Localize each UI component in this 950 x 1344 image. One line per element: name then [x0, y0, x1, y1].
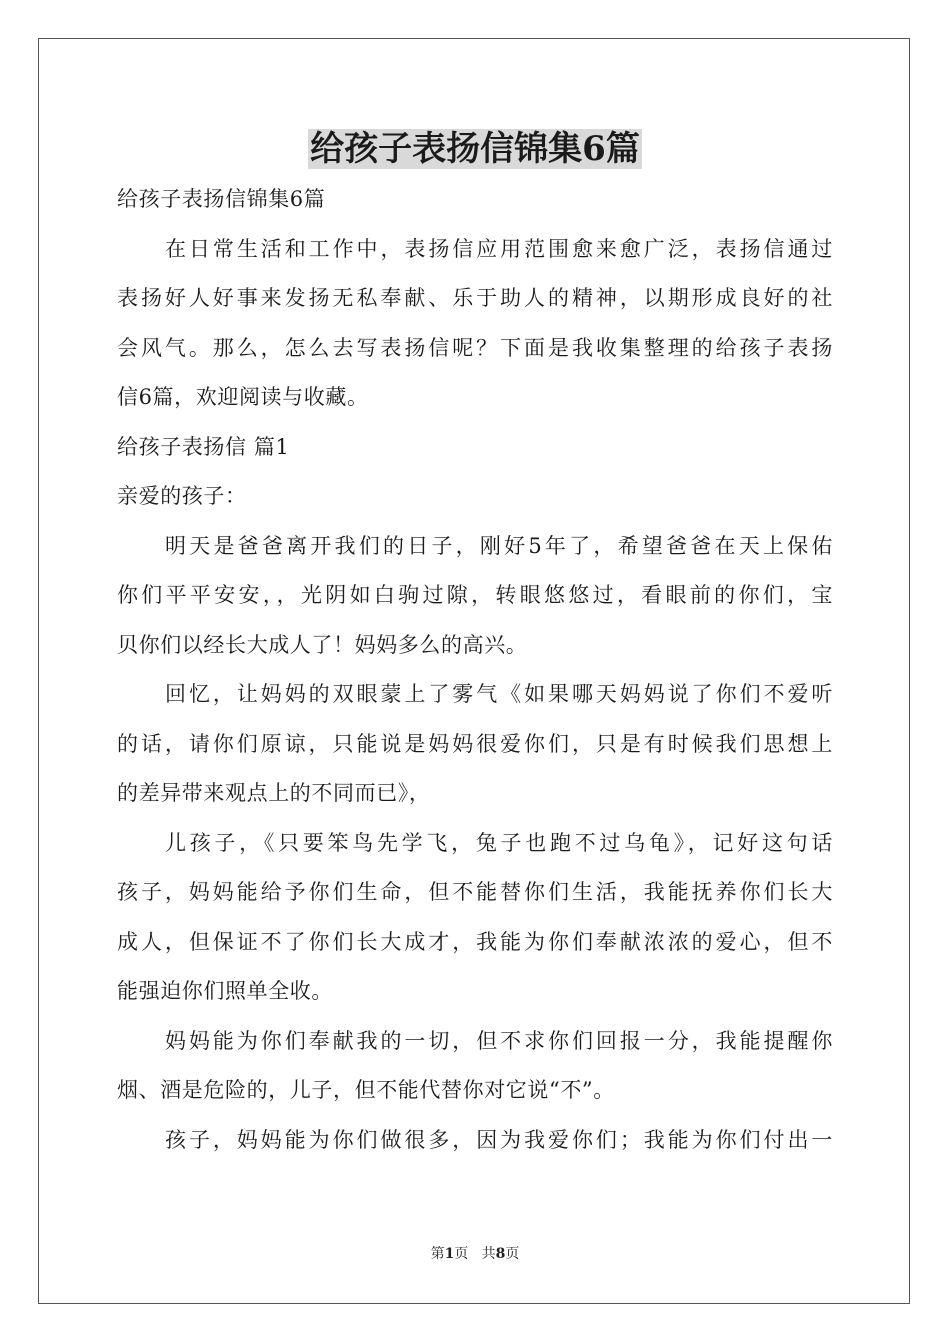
page-total-suffix: 页: [505, 1246, 520, 1262]
text-line: 孩子，妈妈能为你们做很多，因为我爱你们；我能为你们付出一: [165, 1127, 833, 1152]
page-total-prefix: 共: [481, 1246, 496, 1262]
document-title: [0, 126, 950, 172]
page-total-count: 8: [495, 1246, 506, 1262]
text-line: 烟、酒是危险的，儿子，但不能代替你对它说“不”。: [117, 1078, 615, 1102]
document-body: [117, 175, 833, 1165]
text-line: 表扬好人好事来发扬无私奉献、乐于助人的精神，以期形成良好的社: [117, 286, 833, 310]
text-line: 的差异带来观点上的不同而已》，: [117, 781, 431, 805]
text-line: 亲爱的孩子：: [117, 484, 247, 508]
text-line: 你们平平安安，，光阴如白驹过隙，转眼悠悠过，看眼前的你们，宝: [117, 583, 833, 607]
text-line: 的话，请你们原谅，只能说是妈妈很爱你们，只是有时候我们思想上: [117, 731, 833, 756]
text-line: 在日常生活和工作中，表扬信应用范围愈来愈广泛，表扬信通过: [165, 236, 833, 261]
page-number-suffix: 页: [454, 1246, 469, 1262]
text-line: 给孩子表扬信锦集6篇: [117, 187, 326, 211]
text-line: 妈妈能为你们奉献我的一切，但不求你们回报一分，我能提醒你: [165, 1028, 833, 1053]
page-number-prefix: 第: [430, 1246, 445, 1262]
text-line: 贝你们以经长大成人了！妈妈多么的高兴。: [117, 632, 528, 657]
page-number-current: 1: [444, 1246, 455, 1262]
text-line: 儿孩子，《只要笨鸟先学飞，兔子也跑不过乌龟》，记好这句话: [165, 830, 833, 855]
text-line: 信6篇，欢迎阅读与收藏。: [117, 385, 369, 409]
text-line: 孩子，妈妈能给予你们生命，但不能替你们生活，我能抚养你们长大: [117, 880, 833, 904]
text-line: 给孩子表扬信 篇1: [117, 434, 290, 459]
page-footer: [0, 1244, 950, 1264]
text-line: 会风气。那么，怎么去写表扬信呢？下面是我收集整理的给孩子表扬: [117, 335, 833, 360]
text-line: 明天是爸爸离开我们的日子，刚好5年了，希望爸爸在天上保佑: [165, 533, 833, 558]
text-line: 回忆，让妈妈的双眼蒙上了雾气《如果哪天妈妈说了你们不爱听: [165, 682, 833, 706]
text-line: 成人，但保证不了你们长大成才，我能为你们奉献浓浓的爱心，但不: [117, 929, 833, 954]
text-line: 能强迫你们照单全收。: [117, 979, 333, 1003]
document-title-text: 给孩子表扬信锦集6篇: [310, 129, 640, 169]
